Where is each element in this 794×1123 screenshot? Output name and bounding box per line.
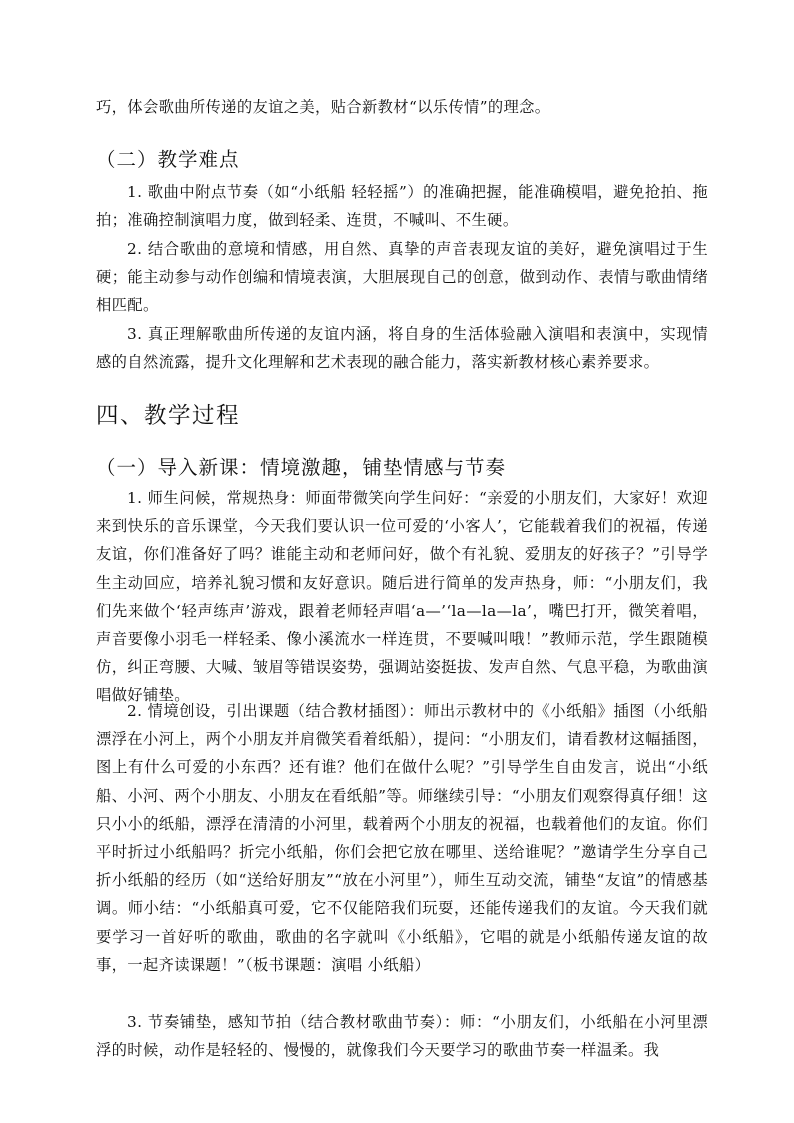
intro-item-2: 2. 情境创设，引出课题（结合教材插图）：师出示教材中的《小纸船》插图（小纸船漂浮在小河上，两个小朋友并肩微笑看着纸船），提问：“小朋友们，请看教材这幅插图，图上有什么可爱的小东西？还有谁？他们在做什么呢？”引导学生自由发言，说出“小纸船、小河、两个小朋友、小朋友在看纸船”等。师继续引导：“小朋友们观察得真仔细！这只小小的纸船，漂浮在清清的小河里，载着两个小朋友的祝福，也载着他们的友谊。你们平时折过小纸船吗？折完小纸船，你们会把它放在哪里、送给谁呢？”邀请学生分享自己折小纸船的经历（如“送给好朋友”“放在小河里”），师生互动交流，铺垫“友谊”的情感基调。师小结：“小纸船真可爱，它不仅能陪我们玩耍，还能传递我们的友谊。今天我们就要学习一首好听的歌曲，歌曲的名字就叫《小纸船》，它唱的就是小纸船传递友谊的故事，一起齐读课题！”（板书课题：演唱 小纸船）	[96, 702, 708, 974]
section-heading-difficulty: （二）教学难点	[96, 148, 240, 171]
intro-item-3: 3. 节奏铺垫，感知节拍（结合教材歌曲节奏）：师：“小朋友们，小纸船在小河里漂浮的时候，动作是轻轻的、慢慢的，就像我们今天要学习的歌曲节奏一样温柔。我	[96, 1013, 708, 1060]
intro-paragraph: 巧，体会歌曲所传递的友谊之美，贴合新教材“以乐传情”的理念。	[96, 98, 551, 116]
difficulty-item-3: 3. 真正理解歌曲所传递的友谊内涵，将自身的生活体验融入演唱和表演中，实现情感的自然流露，提升文化理解和艺术表现的融合能力，落实新教材核心素养要求。	[96, 325, 708, 372]
difficulty-item-1: 1. 歌曲中附点节奏（如“小纸船 轻轻摇”）的准确把握，能准确模唱，避免抢拍、拖拍；准确控制演唱力度，做到轻柔、连贯，不喊叫、不生硬。	[96, 183, 708, 230]
chapter-heading: 四、教学过程	[96, 403, 241, 429]
difficulty-item-2: 2. 结合歌曲的意境和情感，用自然、真挚的声音表现友谊的美好，避免演唱过于生硬；能主动参与动作创编和情境表演，大胆展现自己的创意，做到动作、表情与歌曲情绪相匹配。	[96, 240, 708, 315]
section-heading-intro: （一）导入新课：情境激趣，铺垫情感与节奏	[96, 456, 507, 479]
intro-item-1: 1. 师生问候，常规热身：师面带微笑向学生问好：“亲爱的小朋友们，大家好！欢迎来到快乐的音乐课堂，今天我们要认识一位可爱的‘小客人’，它能载着我们的祝福，传递友谊，你们准备好了吗？谁能主动和老师问好，做个有礼貌、爱朋友的好孩子？”引导学生主动回应，培养礼貌习惯和友好意识。随后进行简单的发声热身，师：“小朋友们，我们先来做个‘轻声练声’游戏，跟着老师轻声唱‘a—’‘la—la—la’，嘴巴打开，微笑着唱，声音要像小羽毛一样轻柔、像小溪流水一样连贯，不要喊叫哦！”教师示范，学生跟随模仿，纠正弯腰、大喊、皱眉等错误姿势，强调站姿挺拔、发声自然、气息平稳，为歌曲演唱做好铺垫。	[96, 489, 708, 705]
